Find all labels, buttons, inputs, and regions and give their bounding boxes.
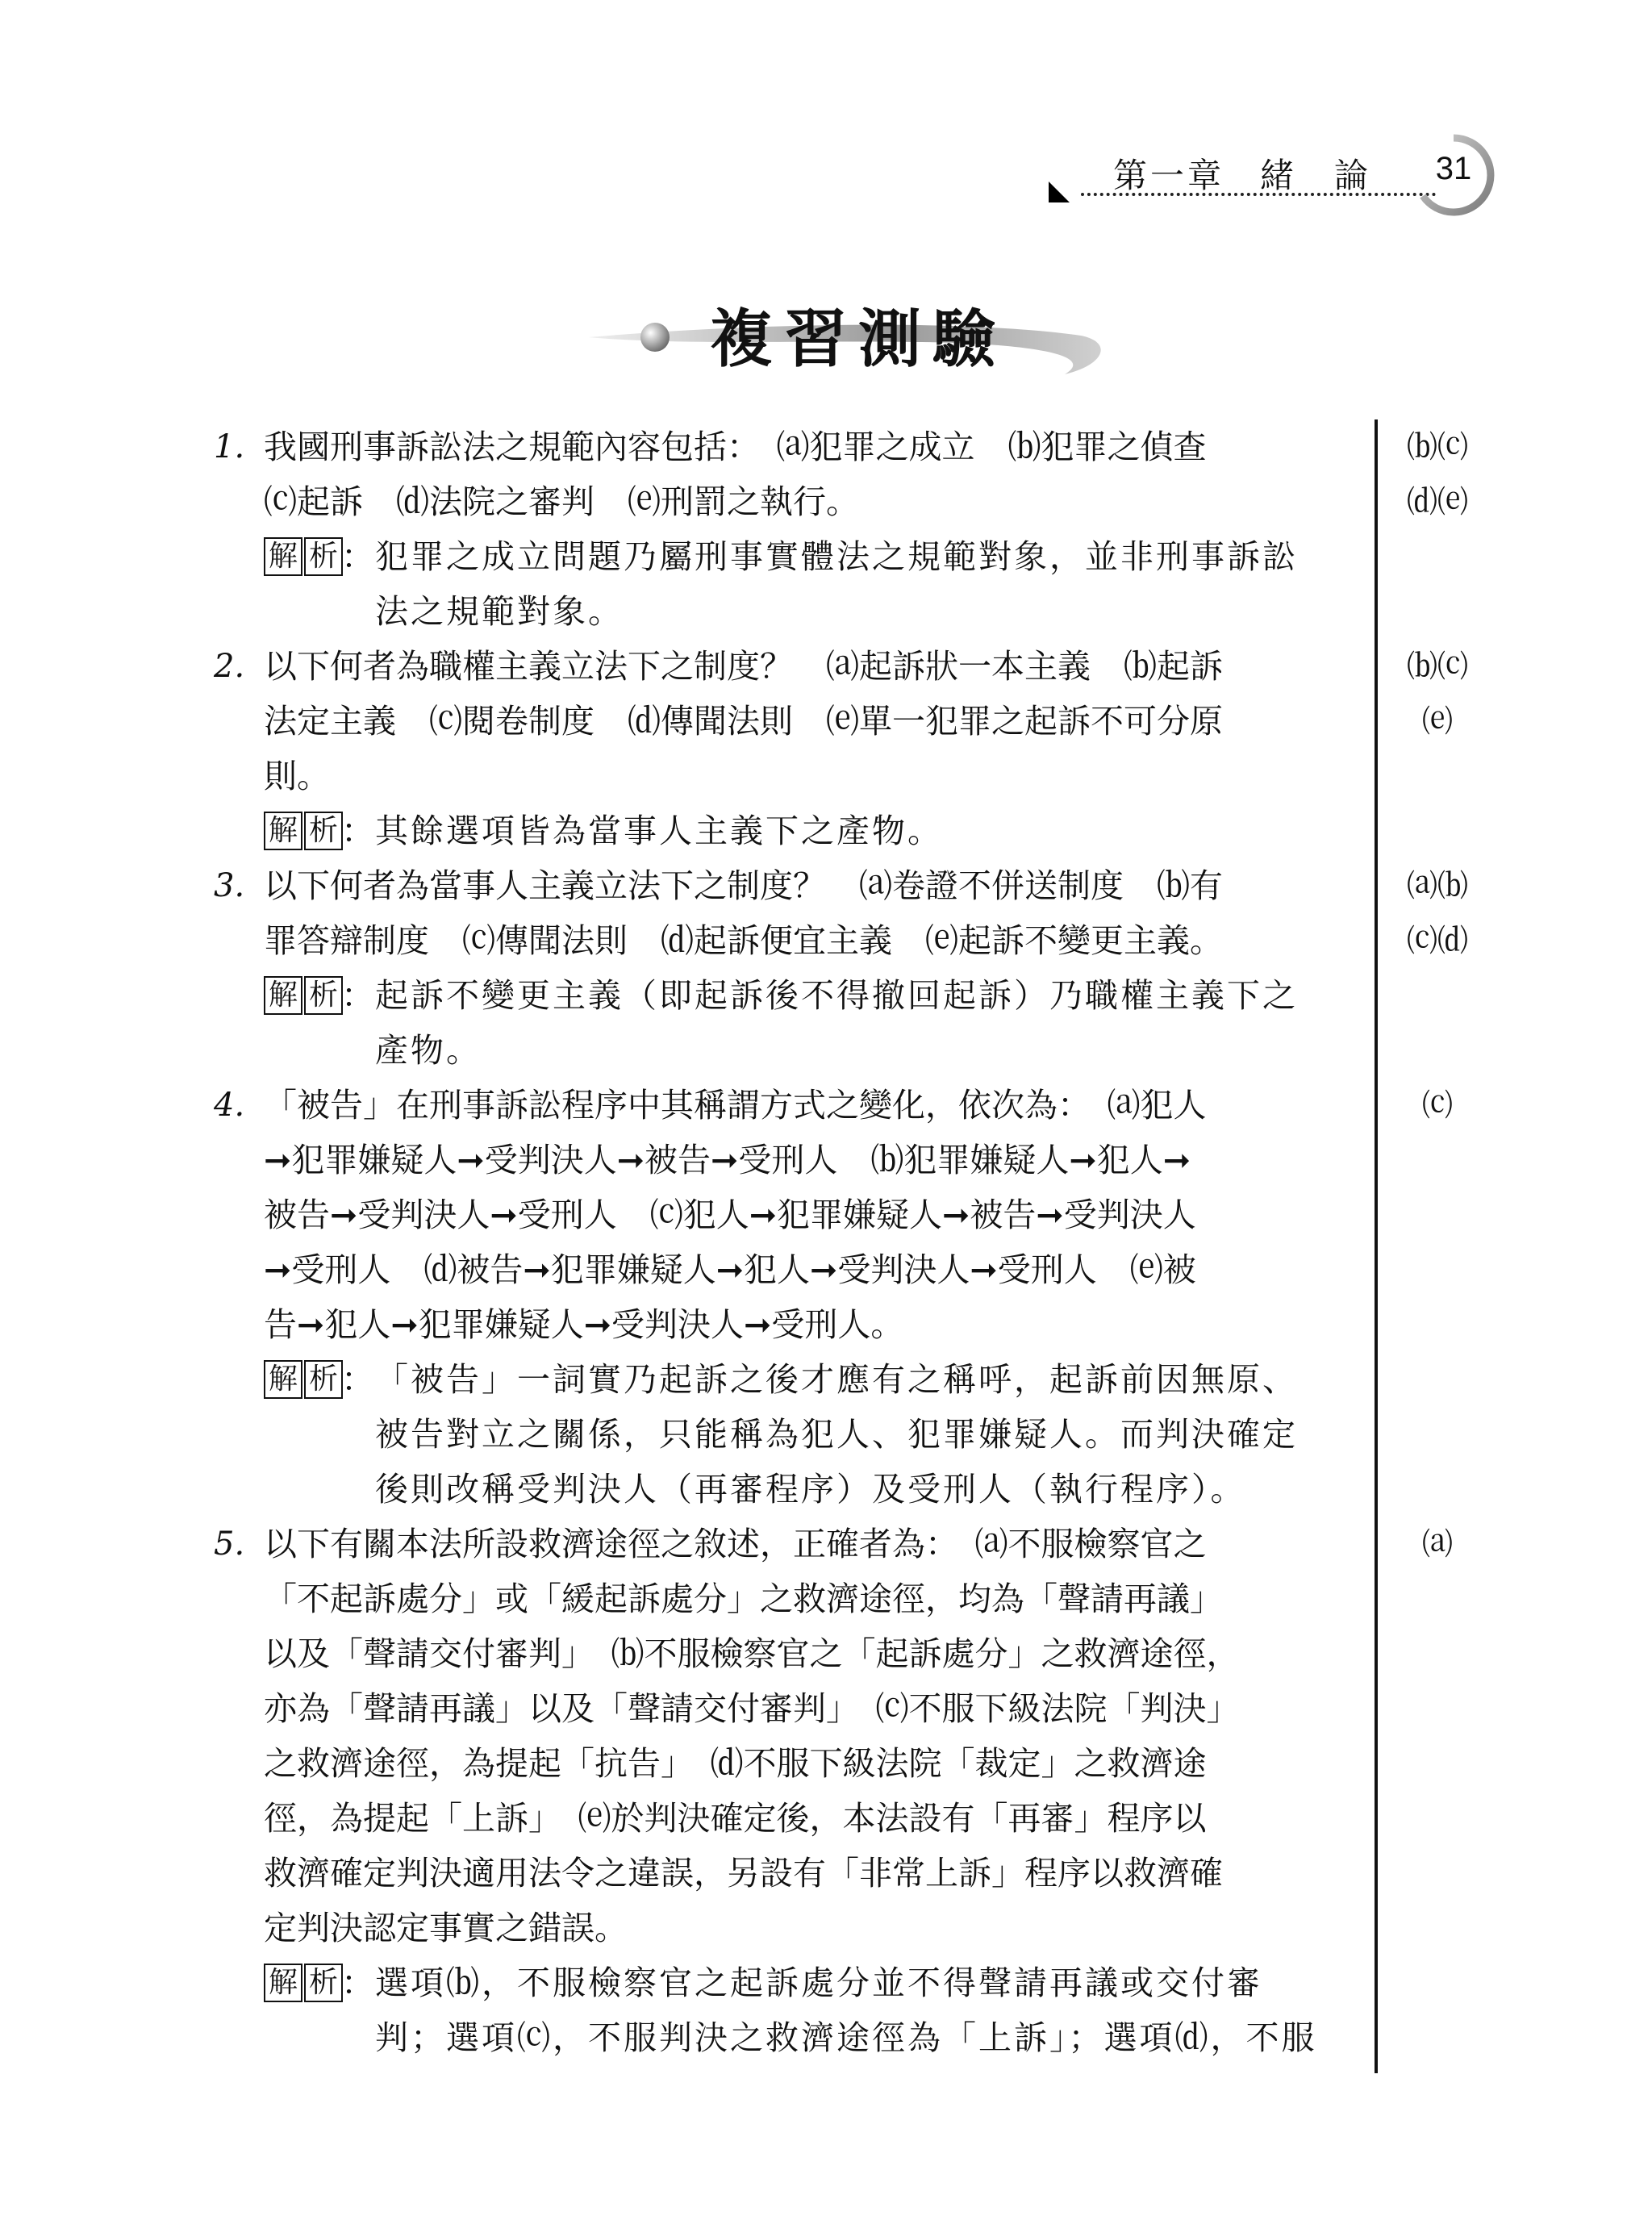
question-1 [214,419,1343,639]
answer-q1-line1: ⒝⒞ [1406,429,1468,465]
explanation-label-char: 析 [304,812,343,850]
explanation-label-char: 析 [304,1360,343,1399]
question-text-line: 之救濟途徑，為提起「抗告」 ⒟不服下級法院「裁定」之救濟途 [264,1744,1207,1783]
explanation-text-line: 產物。 [375,1031,482,1070]
question-text-line: 「不起訴處分」或「緩起訴處分」之救濟途徑，均為「聲請再議」 [264,1580,1223,1618]
question-text-line: 被告➞受判決人➞受刑人 ⒞犯人➞犯罪嫌疑人➞被告➞受判決人 [264,1196,1196,1234]
explanation-colon: ： [341,1964,377,2002]
explanation-colon: ： [341,537,377,576]
question-text-line: 則。 [264,757,330,795]
explanation-text-line: 起訴不變更主義（即起訴後不得撤回起訴）乃職權主義下之 [375,976,1298,1015]
explanation-label-char: 解 [264,976,302,1015]
question-text-line: 亦為「聲請再議」以及「聲請交付審判」 ⒞不服下級法院「判決」 [264,1689,1240,1728]
answer-q4: ⒞ [1421,1087,1453,1123]
question-text-line: ➞受刑人 ⒟被告➞犯罪嫌疑人➞犯人➞受判決人➞受刑人 ⒠被 [264,1250,1196,1289]
section-title-block [581,274,1129,403]
answer-q1-line2: ⒟⒠ [1406,484,1468,520]
chapter-title: 緒 論 [1260,156,1372,195]
explanation-label-char: 解 [264,1964,302,2002]
answer-column-divider [1375,419,1378,2073]
question-5 [214,1517,1343,2065]
explanation-label-char: 解 [264,812,302,850]
question-text-line: 「被告」在刑事訴訟程序中其稱謂方式之變化，依次為： ⒜犯人 [264,1086,1207,1125]
explanation-label [264,1360,344,1397]
explanation-text-line: 「被告」一詞實乃起訴之後才應有之稱呼，起訴前因無原、 [375,1360,1298,1399]
question-4 [214,1078,1343,1517]
question-text-line: ➞犯罪嫌疑人➞受判決人➞被告➞受刑人 ⒝犯罪嫌疑人➞犯人➞ [264,1141,1191,1179]
question-number: 1. [214,428,245,465]
question-text-line: 以下何者為當事人主義立法下之制度？ ⒜卷證不併送制度 ⒝有 [264,866,1223,905]
question-2 [214,639,1343,858]
explanation-text-line: 判；選項⒞，不服判決之救濟途徑為「上訴」；選項⒟，不服 [375,2018,1317,2057]
question-text-line: ⒞起訴 ⒟法院之審判 ⒠刑罰之執行。 [264,482,859,521]
question-text-line: 告➞犯人➞犯罪嫌疑人➞受判決人➞受刑人。 [264,1305,904,1344]
question-number: 5. [214,1525,245,1563]
question-text-line: 定判決認定事實之錯誤。 [264,1909,628,1947]
question-number: 3. [214,867,245,904]
explanation-label-char: 析 [304,976,343,1015]
explanation-colon: ： [341,1360,377,1399]
answer-q2-line1: ⒝⒞ [1406,649,1468,684]
explanation-label-char: 解 [264,1360,302,1399]
explanation-label [264,976,344,1013]
chapter-heading [1113,149,1371,198]
answer-q5: ⒜ [1421,1526,1453,1562]
question-number: 4. [214,1087,245,1124]
explanation-label-char: 解 [264,537,302,576]
answer-q3-line1: ⒜⒝ [1406,868,1468,904]
question-number: 2. [214,648,245,685]
explanation-text-line: 法之規範對象。 [375,592,624,631]
page-number: 31 [1435,151,1472,186]
question-text-line: 法定主義 ⒞閱卷制度 ⒟傳聞法則 ⒠單一犯罪之起訴不可分原 [264,702,1223,741]
explanation-text-line: 後則改稱受判決人（再審程序）及受刑人（執行程序）。 [375,1470,1246,1509]
header-dotted-rule [1081,193,1436,196]
explanation-label-char: 析 [304,1964,343,2002]
running-header [1049,133,1500,222]
explanation-text-line: 犯罪之成立問題乃屬刑事實體法之規範對象，並非刑事訴訟 [375,537,1298,576]
question-text-line: 以下有關本法所設救濟途徑之敘述，正確者為： ⒜不服檢察官之 [264,1525,1207,1563]
chapter-label: 第一章 [1113,156,1225,195]
answer-q2-line2: ⒠ [1421,703,1453,739]
question-text-line: 我國刑事訴訟法之規範內容包括： ⒜犯罪之成立 ⒝犯罪之偵查 [264,428,1207,466]
question-3 [214,858,1343,1078]
explanation-label [264,812,344,849]
explanation-colon: ： [341,812,377,850]
question-text-line: 徑，為提起「上訴」 ⒠於判決確定後，本法設有「再審」程序以 [264,1799,1207,1838]
section-title: 複習測驗 [710,303,1007,376]
explanation-label-char: 析 [304,537,343,576]
question-text-line: 罪答辯制度 ⒞傳聞法則 ⒟起訴便宜主義 ⒠起訴不變更主義。 [264,921,1223,960]
question-text-line: 以下何者為職權主義立法下之制度？ ⒜起訴狀一本主義 ⒝起訴 [264,647,1223,686]
answer-q3-line2: ⒞⒟ [1406,923,1468,958]
question-text-line: 救濟確定判決適用法令之違誤，另設有「非常上訴」程序以救濟確 [264,1854,1223,1893]
question-text-line: 以及「聲請交付審判」 ⒝不服檢察官之「起訴處分」之救濟途徑， [264,1634,1240,1673]
explanation-text-line: 其餘選項皆為當事人主義下之產物。 [375,812,943,850]
explanation-label [264,1964,344,2001]
explanation-label [264,537,344,574]
question-list [214,419,1343,2065]
explanation-text-line: 選項⒝，不服檢察官之起訴處分並不得聲請再議或交付審 [375,1964,1262,2002]
corner-mark-icon [1049,182,1070,202]
explanation-text-line: 被告對立之關係，只能稱為犯人、犯罪嫌疑人。而判決確定 [375,1415,1298,1454]
explanation-colon: ： [341,976,377,1015]
